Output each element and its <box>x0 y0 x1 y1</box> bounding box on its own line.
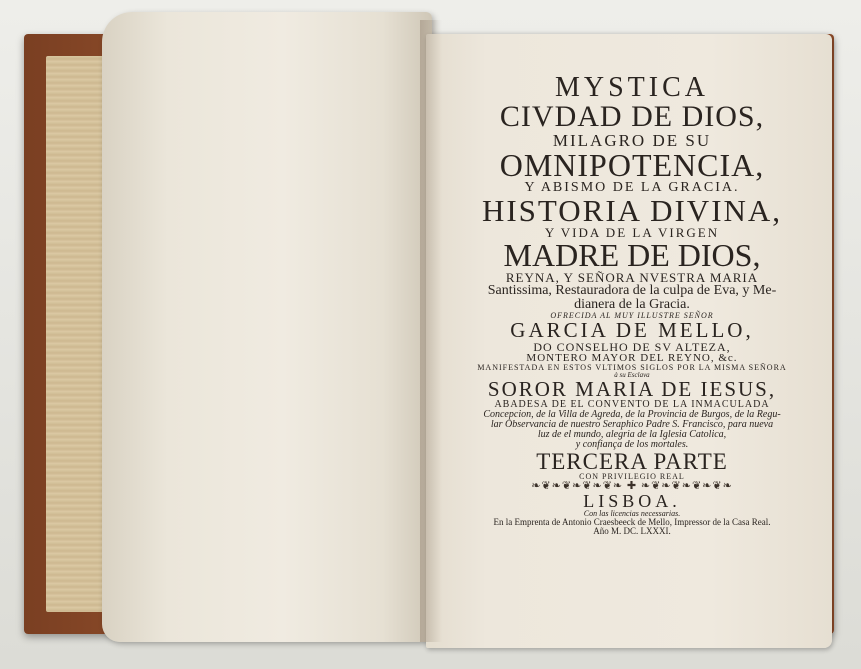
esclava-line: à su Esclava <box>614 371 650 379</box>
volume-title: TERCERA PARTE <box>536 449 728 474</box>
title-line-mystica: MYSTICA <box>554 72 709 103</box>
title-line-madre: MADRE DE DIOS, <box>503 237 761 273</box>
author-name: SOROR MARIA DE IESUS, <box>487 377 777 401</box>
year-line: Año M. DC. LXXXI. <box>593 526 671 536</box>
observancia-line: lar Observancia de nuestro Seraphico Padre S. Francisco, para nueva <box>490 419 774 430</box>
luz-line: luz de el mundo, alegria de la Iglesia Catolica, <box>537 429 727 440</box>
author-title: ABADESA DE EL CONVENTO DE LA INMACULADA <box>494 399 770 410</box>
title-line-abismo: Y ABISMO DE LA GRACIA. <box>524 180 740 195</box>
manifestada-line: MANIFESTADA EN ESTOS VLTIMOS SIGLOS POR LA MISMA SEÑORA <box>477 363 787 372</box>
privilege-line: CON PRIVILEGIO REAL <box>579 472 685 481</box>
dedicatee-name: GARCIA DE MELLO, <box>510 318 754 342</box>
title-page-text <box>452 74 812 536</box>
place-of-printing: LISBOA. <box>583 491 681 511</box>
confianca-line: y confiança de los mortales. <box>575 439 689 450</box>
dedicatee-title-1: DO CONSELHO DE SV ALTEZA, <box>533 340 731 354</box>
title-line-dianera: dianera de la Gracia. <box>574 297 690 312</box>
title-line-reyna: REYNA, Y SEÑORA NVESTRA MARIA <box>505 270 759 285</box>
title-line-vida: Y VIDA DE LA VIRGEN <box>544 225 720 240</box>
dedication-line: OFRECIDA AL MUY ILLUSTRE SEÑOR <box>550 311 714 320</box>
title-line-santissima: Santissima, Restauradora de la culpa de Eva, y Me- <box>487 283 777 298</box>
book-gutter <box>420 20 442 642</box>
blank-flyleaf-page <box>102 12 432 642</box>
title-line-omnipotencia: OMNIPOTENCIA, <box>499 147 765 183</box>
title-line-historia: HISTORIA DIVINA, <box>481 193 783 228</box>
dedicatee-title-2: MONTERO MAYOR DEL REYNO, &c. <box>526 352 738 364</box>
concepcion-line: Concepcion, de la Villa de Agreda, de la Provincia de Burgos, de la Regu- <box>483 409 781 420</box>
ornament-rule: ❧❦❧❦❧❦❧❦❧ ✚ ❧❦❧❦❧❦❧❦❧ <box>531 480 733 492</box>
title-line-milagro: MILAGRO DE SU <box>552 131 712 150</box>
licences-line: Con las licencias necessarias. <box>583 509 681 518</box>
title-line-ciudad: CIVDAD DE DIOS, <box>499 100 765 133</box>
printer-line: En la Emprenta de Antonio Craesbeeck de Mello, Impressor de la Casa Real. <box>493 517 771 527</box>
